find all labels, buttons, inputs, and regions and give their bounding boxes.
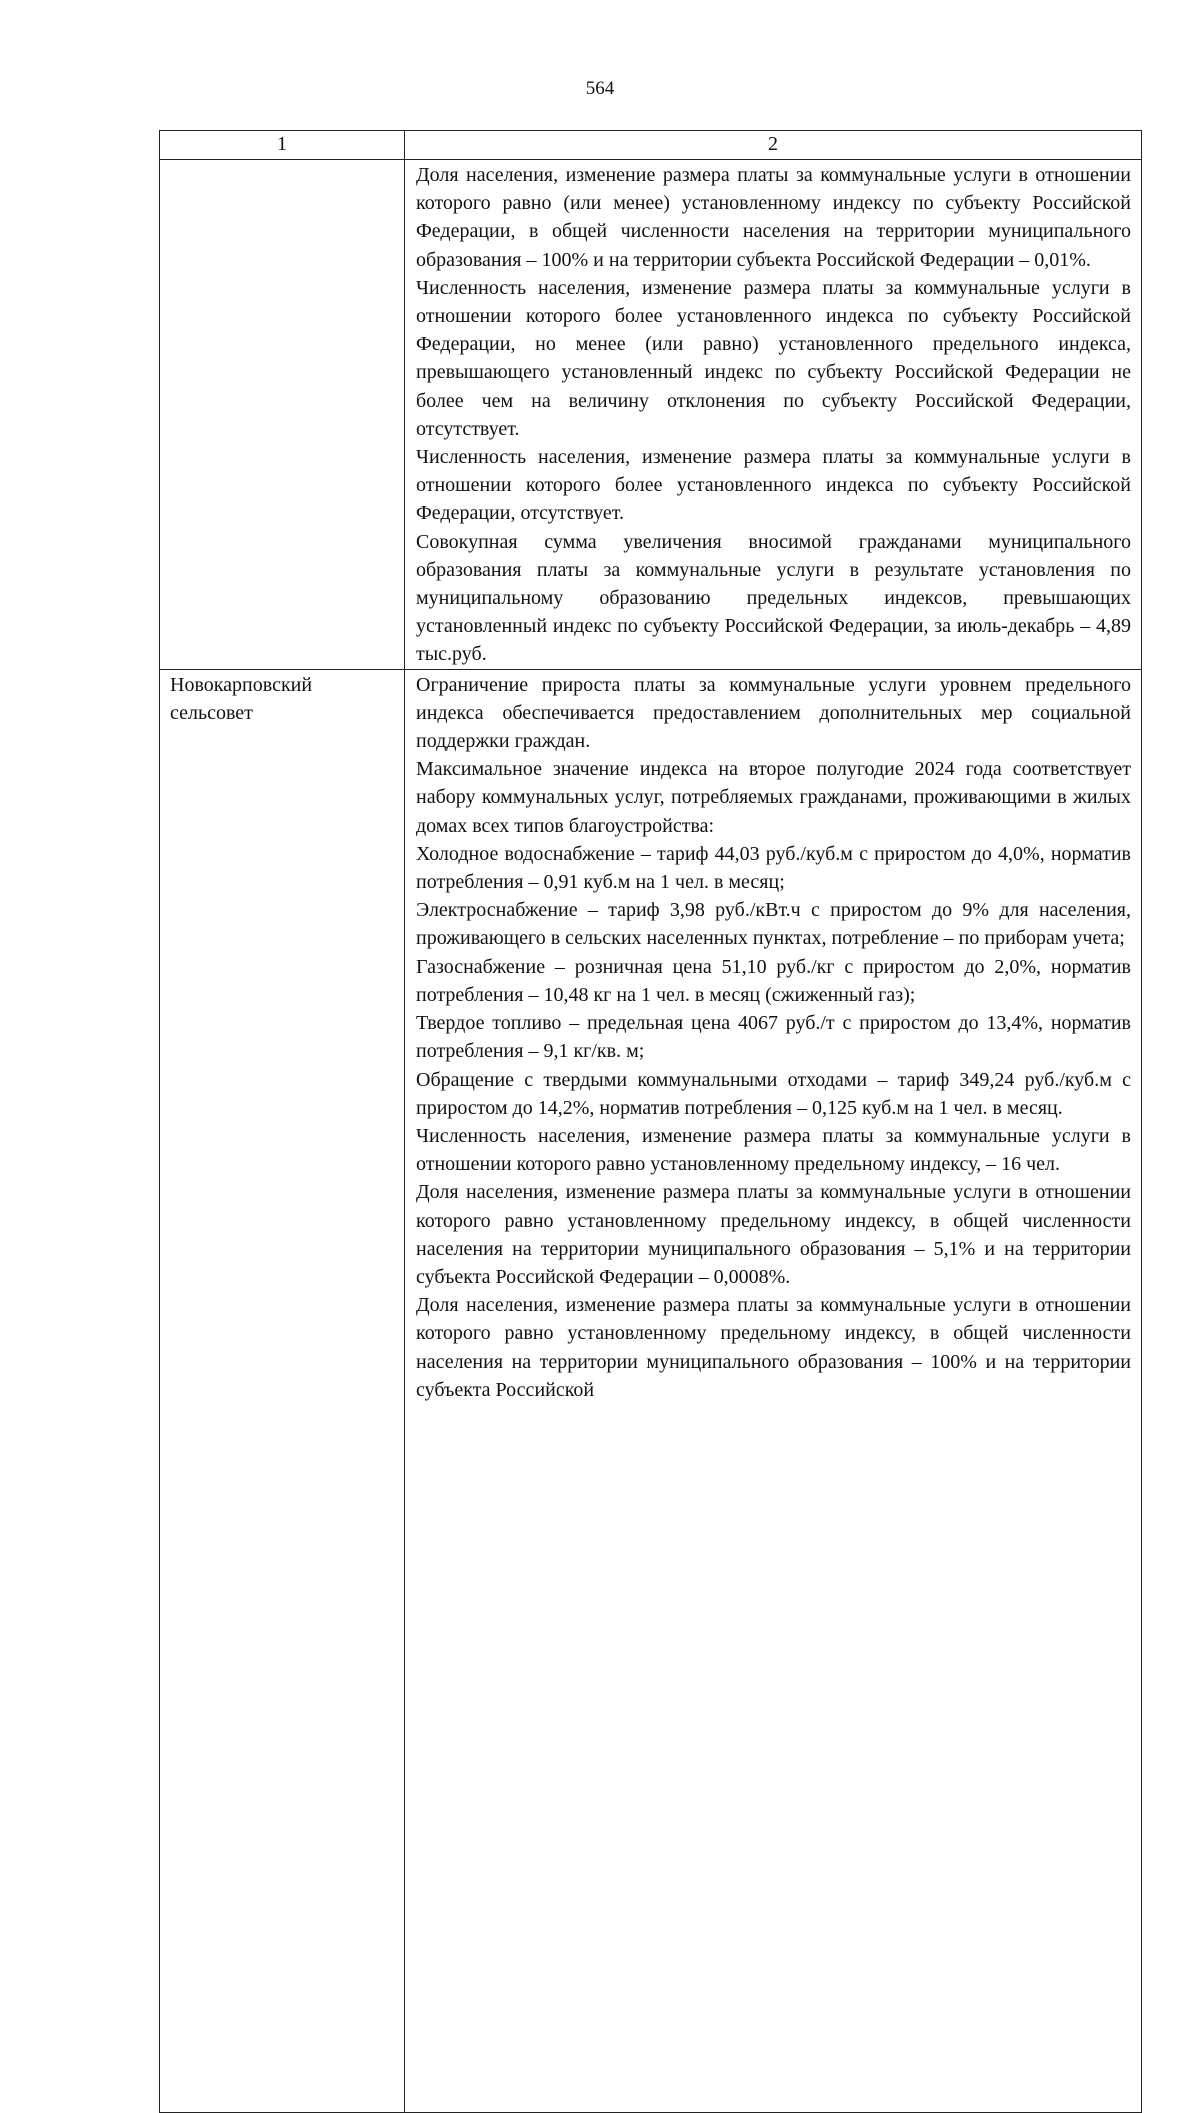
paragraph: Твердое топливо – предельная цена 4067 руб./т с приростом до 13,4%, норматив потребления – 9,1 кг/кв. м;: [416, 1012, 1131, 1063]
paragraph: Доля населения, изменение размера платы за коммунальные услуги в отношении которого равно установленному предельному индексу, в общей численности населения на территории муниципального образования – 100% и на территории субъекта Российской: [416, 1294, 1131, 1401]
paragraph: Обращение с твердыми коммунальными отходами – тариф 349,24 руб./куб.м с приростом до 14,2%, норматив потребления – 0,125 куб.м на 1 чел. в месяц.: [416, 1068, 1131, 1119]
paragraph: Холодное водоснабжение – тариф 44,03 руб./куб.м с приростом до 4,0%, норматив потребления – 0,91 куб.м на 1 чел. в месяц;: [416, 842, 1131, 894]
description-cell: [405, 669, 1142, 2112]
municipality-name-cell: [160, 160, 405, 670]
description-text-block: [416, 671, 1131, 2112]
paragraph: Численность населения, изменение размера платы за коммунальные услуги в отношении которого более установленного индекса по субъекту Российской Федерации, отсутствует.: [416, 446, 1131, 525]
column-header-1: 1: [160, 131, 405, 160]
table-row: [160, 160, 1142, 670]
table-header-row: [160, 131, 1142, 160]
municipality-name-cell: Новокарповский сельсовет: [160, 669, 405, 2112]
column-header-2: 2: [405, 131, 1142, 160]
paragraph: Доля населения, изменение размера платы за коммунальные услуги в отношении которого равно установленному предельному индексу, в общей численности населения на территории муниципального образования – 5,1% и на территории субъекта Российской Федерации – 0,0008%.: [416, 1181, 1131, 1288]
document-table: [159, 130, 1142, 2113]
paragraph: Численность населения, изменение размера платы за коммунальные услуги в отношении которого равно установленному предельному индексу, – 16 чел.: [416, 1124, 1131, 1176]
description-cell: [405, 160, 1142, 670]
page-number: 564: [585, 78, 615, 99]
paragraph: Максимальное значение индекса на второе полугодие 2024 года соответствует набору коммунальных услуг, потребляемых гражданами, проживающими в жилых домах всех типов благоустройства:: [416, 758, 1131, 837]
table-row: [160, 669, 1142, 2112]
paragraph: Совокупная сумма увеличения вносимой гражданами муниципального образования платы за коммунальные услуги в результате установления по муниципальному образованию предельных индексов, превышающих установленный индекс по субъекту Российской Федерации, за июль-декабрь – 4,89 тыс.руб.: [416, 530, 1131, 666]
paragraph: Электроснабжение – тариф 3,98 руб./кВт.ч с приростом до 9% для населения, проживающего в сельских населенных пунктах, потребление – по приборам учета;: [416, 899, 1131, 950]
paragraph: Доля населения, изменение размера платы за коммунальные услуги в отношении которого равно (или менее) установленному индексу по субъекту Российской Федерации, в общей численности населения на территории муниципального образования – 100% и на территории субъекта Российской Федерации – 0,01%.: [416, 164, 1131, 271]
paragraph: Ограничение прироста платы за коммунальные услуги уровнем предельного индекса обеспечивается предоставлением дополнительных мер социальной поддержки граждан.: [416, 673, 1131, 753]
paragraph: Газоснабжение – розничная цена 51,10 руб./кг с приростом до 2,0%, норматив потребления – 10,48 кг на 1 чел. в месяц (сжиженный газ);: [416, 955, 1131, 1006]
paragraph: Численность населения, изменение размера платы за коммунальные услуги в отношении которого более установленного индекса по субъекту Российской Федерации, но менее (или равно) установленного предельного индекса, превышающего установленный индекс по субъекту Российской Федерации не более чем на величину отклонения по субъекту Российской Федерации, отсутствует.: [416, 276, 1131, 440]
